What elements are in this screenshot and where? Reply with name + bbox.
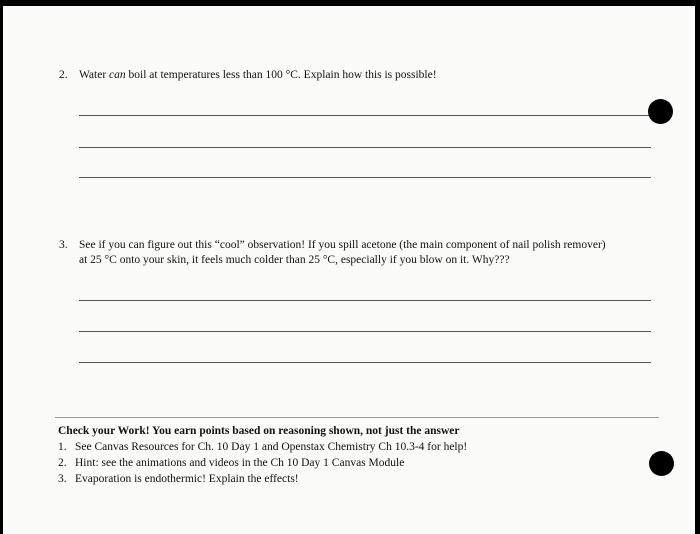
- binder-hole-icon: [649, 451, 674, 476]
- answer-line: [79, 331, 651, 332]
- section-divider: [55, 417, 659, 418]
- question-3: [59, 238, 679, 268]
- hint-list: [58, 439, 467, 487]
- hint-item: 3. Evaporation is endothermic! Explain the effects!: [58, 473, 299, 485]
- question-2-text: Water can boil at temperatures less than 100 °C. Explain how this is possible!: [79, 69, 437, 81]
- answer-line: [79, 115, 651, 116]
- hint-item: 2. Hint: see the animations and videos in the Ch 10 Day 1 Canvas Module: [58, 457, 405, 469]
- question-3-number: 3.: [59, 239, 68, 251]
- question-2-emphasis: can: [109, 69, 126, 81]
- binder-hole-icon: [648, 99, 673, 124]
- question-2: [59, 68, 437, 83]
- check-title: Check your Work! You earn points based on reasoning shown, not just the answer: [58, 425, 460, 437]
- question-2-number: 2.: [59, 69, 68, 81]
- answer-line: [79, 300, 651, 301]
- answer-line: [79, 177, 651, 178]
- answer-line: [79, 147, 651, 148]
- question-3-text: [79, 238, 679, 268]
- question-3-line-1: See if you can figure out this “cool” observation! If you spill acetone (the main component of nail polish remover): [79, 239, 606, 251]
- answer-line: [79, 362, 651, 363]
- question-3-line-2: at 25 °C onto your skin, it feels much colder than 25 °C, especially if you blow on it. Why???: [79, 254, 510, 266]
- worksheet-page: [3, 6, 695, 534]
- hint-item: 1. See Canvas Resources for Ch. 10 Day 1 and Openstax Chemistry Ch 10.3-4 for help!: [58, 441, 468, 453]
- check-your-work: [58, 423, 467, 487]
